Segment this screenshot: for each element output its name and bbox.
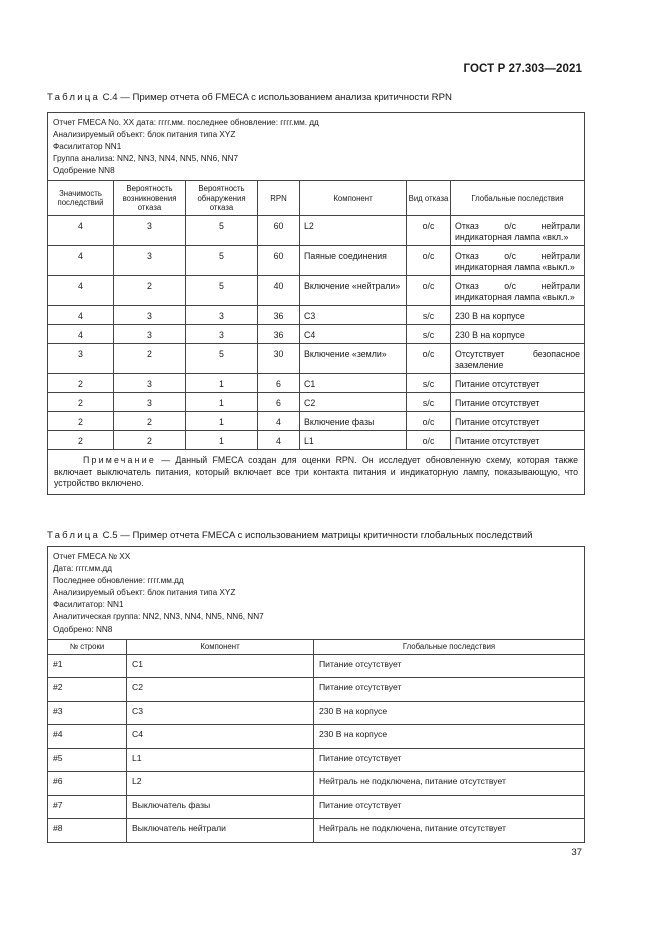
table-c5-caption-prefix: Таблица (47, 530, 101, 541)
page-number: 37 (571, 847, 582, 858)
global-effect-cell: 230 В на корпусе (451, 325, 585, 344)
table-c5 (47, 546, 585, 843)
column-header: Вероятность возникновения отказа (114, 181, 186, 216)
detection-cell: 1 (186, 431, 258, 450)
global-effect-cell: Нейтраль не подключена, питание отсутствует (314, 772, 585, 796)
component-cell: L2 (127, 772, 314, 796)
component-cell: Выключатель фазы (127, 795, 314, 819)
component-cell: C1 (300, 374, 407, 393)
table-row (48, 246, 585, 276)
table-row (48, 374, 585, 393)
table-row (48, 216, 585, 246)
table-c5-info (48, 547, 585, 640)
table-c4-note (48, 450, 585, 495)
table-row (48, 795, 585, 819)
rpn-cell: 6 (258, 393, 300, 412)
component-cell: L2 (300, 216, 407, 246)
row-number-cell: #7 (48, 795, 127, 819)
note-text: — Данный FMECA создан для оценки RPN. Он исследует обновленную схему, которая также включает выключатель питания, который включает все три контакта питания и индикаторную лампу, показывающую, что устройство включено. (54, 455, 578, 489)
info-line: Одобрение NN8 (53, 166, 115, 176)
severity-cell: 2 (48, 393, 114, 412)
component-cell: Включение «земли» (300, 344, 407, 374)
component-cell: C4 (300, 325, 407, 344)
detection-cell: 5 (186, 276, 258, 306)
info-line: Одобрено: NN8 (53, 624, 113, 634)
table-c4-caption-text: С.4 — Пример отчета об FMECA с использованием анализа критичности RPN (100, 92, 452, 103)
failure-mode-cell: s/c (407, 374, 451, 393)
global-effect-cell: Питание отсутствует (314, 795, 585, 819)
occurrence-cell: 3 (114, 216, 186, 246)
info-line: Дата: гггг.мм.дд (53, 564, 112, 574)
table-row (48, 276, 585, 306)
table-row (48, 325, 585, 344)
row-number-cell: #6 (48, 772, 127, 796)
component-cell: L1 (127, 748, 314, 772)
component-cell: C1 (127, 654, 314, 678)
row-number-cell: #5 (48, 748, 127, 772)
table-row (48, 701, 585, 725)
severity-cell: 4 (48, 306, 114, 325)
global-effect-cell: Отказ o/c нейтрали индикаторная лампа «вкл.» (451, 216, 585, 246)
detection-cell: 3 (186, 325, 258, 344)
row-number-cell: #1 (48, 654, 127, 678)
row-number-cell: #2 (48, 678, 127, 702)
occurrence-cell: 3 (114, 393, 186, 412)
global-effect-cell: Отсутствует безопасное заземление (451, 344, 585, 374)
row-number-cell: #4 (48, 725, 127, 749)
table-row (48, 393, 585, 412)
component-cell: Включение «нейтрали» (300, 276, 407, 306)
info-line: Последнее обновление: гггг.мм.дд (53, 576, 184, 586)
column-header: Глобальные последствия (451, 181, 585, 216)
table-c4-caption-prefix: Таблица (47, 92, 101, 103)
failure-mode-cell: o/c (407, 412, 451, 431)
rpn-cell: 4 (258, 431, 300, 450)
info-line: Аналитическая группа: NN2, NN3, NN4, NN5, NN6, NN7 (53, 612, 264, 622)
global-effect-cell: Питание отсутствует (314, 654, 585, 678)
info-line: Группа анализа: NN2, NN3, NN4, NN5, NN6, NN7 (53, 154, 239, 164)
rpn-cell: 60 (258, 246, 300, 276)
column-header: RPN (258, 181, 300, 216)
table-c4-header-row (48, 181, 585, 216)
table-c5-info-row (48, 547, 585, 640)
rpn-cell: 36 (258, 325, 300, 344)
severity-cell: 2 (48, 374, 114, 393)
severity-cell: 4 (48, 276, 114, 306)
detection-cell: 1 (186, 393, 258, 412)
rpn-cell: 6 (258, 374, 300, 393)
table-c4-info-row (48, 113, 585, 181)
global-effect-cell: Питание отсутствует (451, 393, 585, 412)
global-effect-cell: Отказ o/c нейтрали индикаторная лампа «выкл.» (451, 246, 585, 276)
row-number-cell: #3 (48, 701, 127, 725)
severity-cell: 4 (48, 246, 114, 276)
occurrence-cell: 2 (114, 412, 186, 431)
table-row (48, 748, 585, 772)
column-header: Компонент (300, 181, 407, 216)
table-row (48, 772, 585, 796)
global-effect-cell: Питание отсутствует (451, 431, 585, 450)
column-header: Вероятность обнаружения отказа (186, 181, 258, 216)
table-row (48, 725, 585, 749)
global-effect-cell: Нейтраль не подключена, питание отсутствует (314, 819, 585, 843)
occurrence-cell: 3 (114, 374, 186, 393)
table-c5-header-row (48, 639, 585, 654)
column-header: Компонент (127, 639, 314, 654)
severity-cell: 2 (48, 431, 114, 450)
failure-mode-cell: o/c (407, 344, 451, 374)
component-cell: Паяные соединения (300, 246, 407, 276)
table-row (48, 344, 585, 374)
detection-cell: 5 (186, 344, 258, 374)
detection-cell: 1 (186, 412, 258, 431)
table-c5-caption-text: С.5 — Пример отчета FMECA с использованием матрицы критичности глобальных последствий (100, 530, 533, 541)
table-row (48, 678, 585, 702)
global-effect-cell: Питание отсутствует (451, 374, 585, 393)
table-row (48, 412, 585, 431)
column-header: Вид отказа (407, 181, 451, 216)
global-effect-cell: 230 В на корпусе (314, 701, 585, 725)
info-line: Анализируемый объект: блок питания типа XYZ (53, 130, 236, 140)
info-line: Отчет FMECA № XX (53, 552, 131, 561)
global-effect-cell: 230 В на корпусе (314, 725, 585, 749)
note-label: Примечание (83, 455, 156, 466)
failure-mode-cell: s/c (407, 393, 451, 412)
global-effect-cell: Отказ o/c нейтрали индикаторная лампа «выкл.» (451, 276, 585, 306)
table-row (48, 654, 585, 678)
failure-mode-cell: o/c (407, 246, 451, 276)
failure-mode-cell: o/c (407, 276, 451, 306)
rpn-cell: 60 (258, 216, 300, 246)
table-c4-caption (47, 92, 452, 103)
component-cell: C3 (127, 701, 314, 725)
detection-cell: 1 (186, 374, 258, 393)
severity-cell: 4 (48, 216, 114, 246)
component-cell: Выключатель нейтрали (127, 819, 314, 843)
global-effect-cell: Питание отсутствует (314, 678, 585, 702)
table-row (48, 306, 585, 325)
failure-mode-cell: s/c (407, 325, 451, 344)
detection-cell: 5 (186, 246, 258, 276)
global-effect-cell: 230 В на корпусе (451, 306, 585, 325)
component-cell: L1 (300, 431, 407, 450)
rpn-cell: 36 (258, 306, 300, 325)
global-effect-cell: Питание отсутствует (451, 412, 585, 431)
component-cell: C3 (300, 306, 407, 325)
table-row (48, 819, 585, 843)
rpn-cell: 40 (258, 276, 300, 306)
table-c4-note-row (48, 450, 585, 495)
column-header: Значимость последствий (48, 181, 114, 216)
occurrence-cell: 3 (114, 246, 186, 276)
info-line: Фасилитатор: NN1 (53, 600, 124, 610)
info-line: Отчет FMECA No. XX дата: гггг.мм. последнее обновление: гггг.мм. дд (53, 118, 319, 127)
column-header: Глобальные последствия (314, 639, 585, 654)
info-line: Фасилитатор NN1 (53, 142, 122, 152)
detection-cell: 5 (186, 216, 258, 246)
info-line: Анализируемый объект: блок питания типа XYZ (53, 588, 236, 598)
table-c4-info (48, 113, 585, 181)
rpn-cell: 4 (258, 412, 300, 431)
table-c4 (47, 112, 585, 495)
detection-cell: 3 (186, 306, 258, 325)
occurrence-cell: 2 (114, 431, 186, 450)
occurrence-cell: 3 (114, 306, 186, 325)
severity-cell: 2 (48, 412, 114, 431)
severity-cell: 3 (48, 344, 114, 374)
column-header: № строки (48, 639, 127, 654)
component-cell: C2 (300, 393, 407, 412)
failure-mode-cell: s/c (407, 306, 451, 325)
table-row (48, 431, 585, 450)
severity-cell: 4 (48, 325, 114, 344)
failure-mode-cell: o/c (407, 431, 451, 450)
component-cell: C2 (127, 678, 314, 702)
rpn-cell: 30 (258, 344, 300, 374)
component-cell: Включение фазы (300, 412, 407, 431)
occurrence-cell: 3 (114, 325, 186, 344)
failure-mode-cell: o/c (407, 216, 451, 246)
global-effect-cell: Питание отсутствует (314, 748, 585, 772)
occurrence-cell: 2 (114, 344, 186, 374)
table-c5-caption (47, 530, 533, 541)
row-number-cell: #8 (48, 819, 127, 843)
component-cell: C4 (127, 725, 314, 749)
occurrence-cell: 2 (114, 276, 186, 306)
standard-designation: ГОСТ Р 27.303—2021 (463, 63, 582, 75)
